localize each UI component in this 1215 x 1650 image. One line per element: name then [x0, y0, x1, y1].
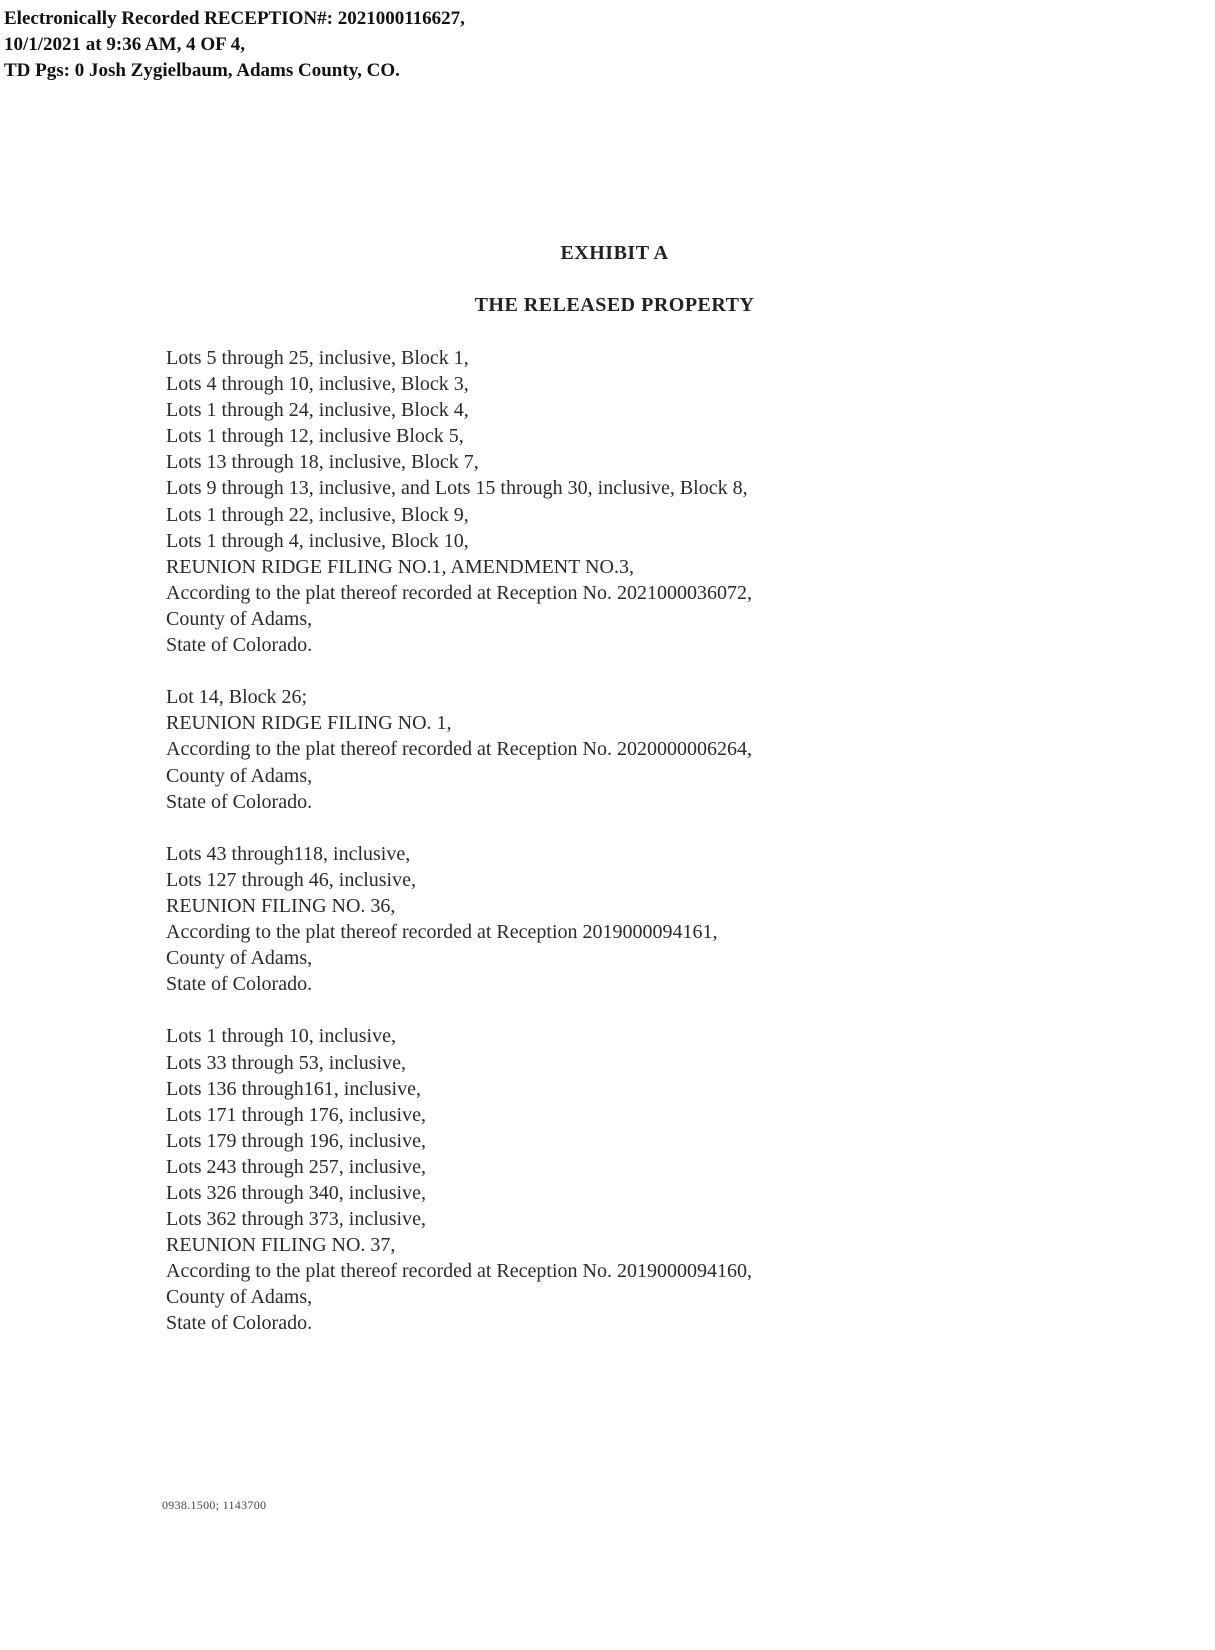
description-line: Lots 1 through 4, inclusive, Block 10, — [166, 529, 469, 552]
description-line: Lots 4 through 10, inclusive, Block 3, — [166, 373, 469, 396]
description-line: County of Adams, — [166, 764, 313, 787]
property-section — [166, 841, 752, 998]
description-line: According to the plat thereof recorded at Reception No. 2019000094160, — [166, 1260, 752, 1283]
description-line: REUNION FILING NO. 37, — [166, 1234, 396, 1257]
description-line: County of Adams, — [166, 607, 313, 630]
description-line: Lots 171 through 176, inclusive, — [166, 1103, 426, 1126]
description-line: State of Colorado. — [166, 973, 313, 996]
description-line: State of Colorado. — [166, 634, 313, 657]
description-line: Lots 326 through 340, inclusive, — [166, 1182, 426, 1204]
exhibit-subtitle: THE RELEASED PROPERTY — [474, 294, 755, 316]
description-line: Lots 5 through 25, inclusive, Block 1, — [166, 347, 469, 369]
description-line: County of Adams, — [166, 1286, 313, 1309]
description-line: REUNION RIDGE FILING NO.1, AMENDMENT NO.3, — [166, 555, 634, 578]
description-line: REUNION FILING NO. 36, — [166, 894, 396, 917]
property-section — [166, 684, 752, 814]
recording-stamp-line: 10/1/2021 at 9:36 AM, 4 OF 4, — [4, 34, 245, 55]
description-line: According to the plat thereof recorded at Reception 2019000094161, — [166, 921, 718, 944]
description-line: Lot 14, Block 26; — [166, 686, 308, 709]
description-line: Lots 43 through118, inclusive, — [166, 842, 411, 865]
legal-description — [166, 345, 752, 1337]
description-line: Lots 136 through161, inclusive, — [166, 1077, 421, 1100]
exhibit-title: EXHIBIT A — [560, 242, 669, 264]
description-line: Lots 243 through 257, inclusive, — [166, 1155, 426, 1178]
recording-stamp-line: TD Pgs: 0 Josh Zygielbaum, Adams County, CO. — [4, 60, 400, 81]
description-line: Lots 1 through 22, inclusive, Block 9, — [166, 503, 469, 526]
property-section — [166, 1023, 752, 1336]
recording-stamp — [4, 6, 465, 84]
property-section — [166, 345, 752, 658]
description-line: According to the plat thereof recorded at Reception No. 2020000006264, — [166, 738, 752, 761]
recording-stamp-line: Electronically Recorded RECEPTION#: 2021000116627, — [4, 8, 465, 29]
description-line: Lots 1 through 12, inclusive Block 5, — [166, 425, 464, 448]
section-spacer — [166, 815, 752, 841]
description-line: Lots 9 through 13, inclusive, and Lots 15 through 30, inclusive, Block 8, — [166, 477, 748, 500]
description-line: Lots 33 through 53, inclusive, — [166, 1051, 406, 1074]
description-line: Lots 179 through 196, inclusive, — [166, 1129, 426, 1152]
description-line: REUNION RIDGE FILING NO. 1, — [166, 712, 452, 735]
description-line: State of Colorado. — [166, 1312, 313, 1335]
section-spacer — [166, 658, 752, 684]
description-line: Lots 1 through 24, inclusive, Block 4, — [166, 399, 469, 422]
description-line: Lots 127 through 46, inclusive, — [166, 868, 416, 891]
description-line: Lots 362 through 373, inclusive, — [166, 1208, 426, 1231]
document-reference-number: 0938.1500; 1143700 — [162, 1498, 267, 1512]
section-spacer — [166, 997, 752, 1023]
description-line: According to the plat thereof recorded at Reception No. 2021000036072, — [166, 581, 752, 604]
description-line: Lots 1 through 10, inclusive, — [166, 1025, 396, 1048]
description-line: Lots 13 through 18, inclusive, Block 7, — [166, 451, 479, 474]
description-line: County of Adams, — [166, 947, 313, 970]
description-line: State of Colorado. — [166, 790, 313, 813]
